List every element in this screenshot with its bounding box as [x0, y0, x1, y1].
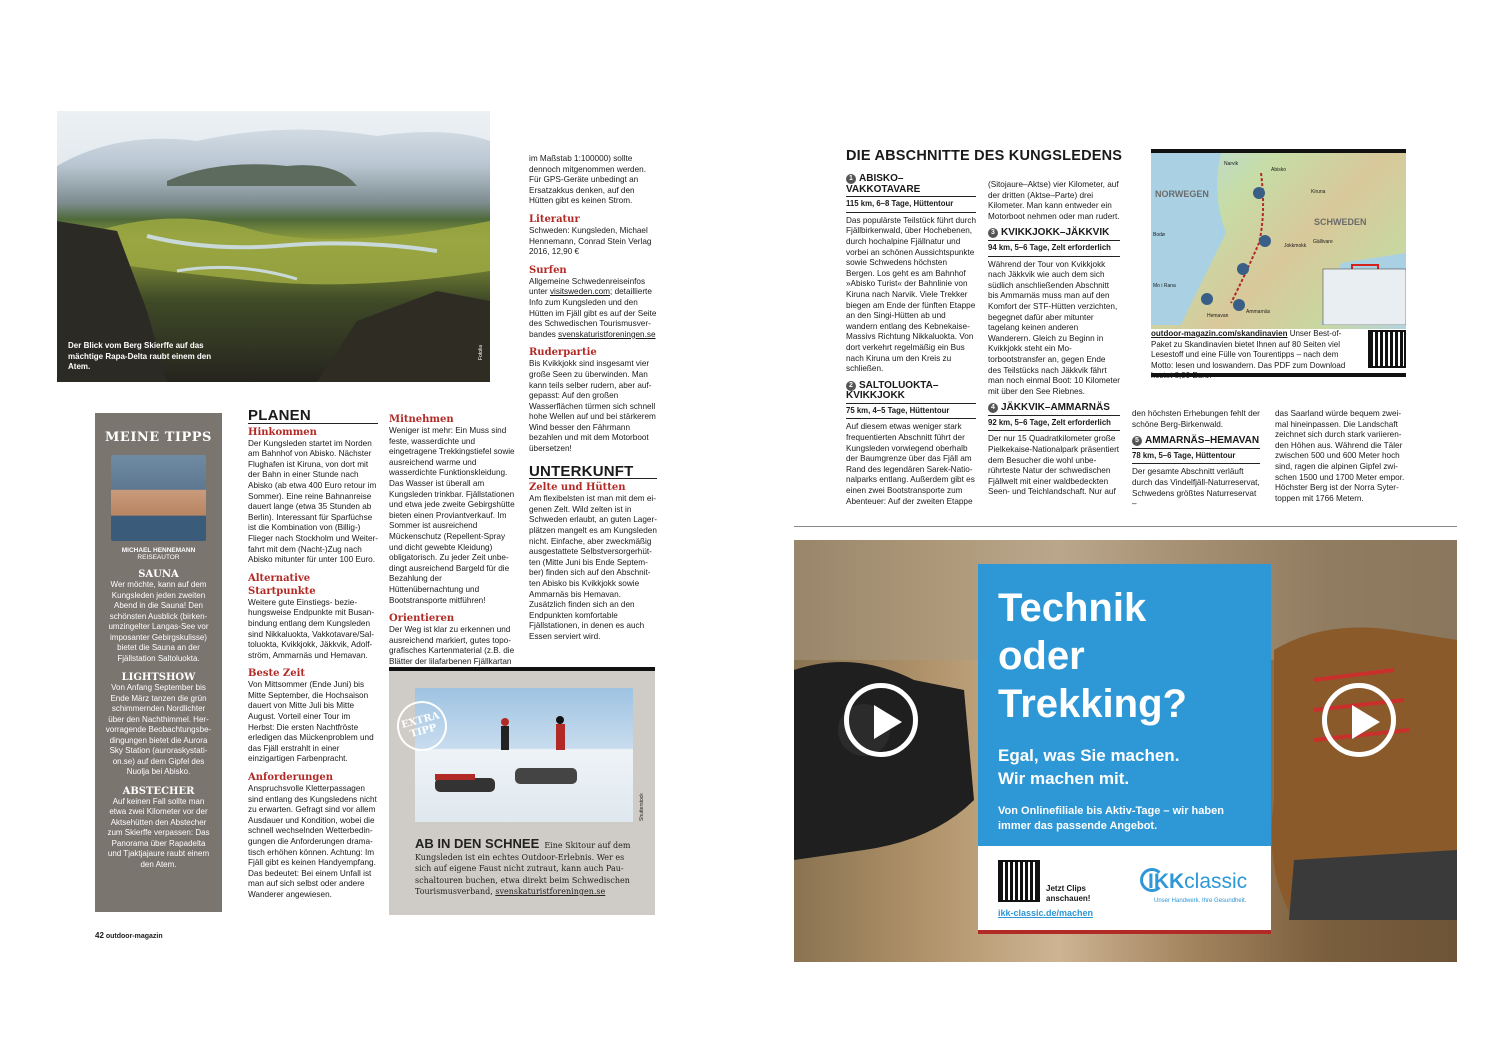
map-label-sweden: SCHWEDEN: [1314, 217, 1367, 227]
section-heading: Literatur: [529, 213, 580, 225]
section-text: Auf diesem etwas weniger stark frequentierten Abschnitt führt der Kungsleden vorwiegend oberhalb der Baumgrenze über das Fjäll am Rand des legendären Sarek-Nationalparks entlang. Außerdem gibt es einen zwei Bootstransporte zum Abenteuer: Auf der zweiten Etappe: [846, 422, 975, 506]
map-label: Abisko: [1271, 167, 1287, 173]
ad-subline: [998, 744, 1179, 790]
abschnitte-column-3: [1132, 409, 1260, 510]
info-column: [529, 154, 657, 643]
section-heading: Zelte und Hütten: [529, 482, 626, 494]
map-label: Mo i Rana: [1153, 283, 1176, 289]
planen-title: PLANEN: [248, 411, 378, 424]
surfen-text-a: Allgemeine Schwedenreiseinfos unter: [529, 276, 646, 297]
ad-headline: [998, 584, 1187, 728]
ad-headline-line: Trekking?: [998, 682, 1187, 726]
planen-column: [248, 407, 379, 901]
ad-subline-line: Egal, was Sie machen.: [998, 746, 1180, 765]
section-text: Bis Kvikkjokk sind insgesamt vier große Seen zu überwinden. Man kann teils selber rudern, aber aufgepasst: Auf den großen Wasserflächen türmen sich schnell hohe Wellen auf und bei stärkerem Wind besser den Fährmann bezahlen und mit dem Motorboot übersetzen!: [529, 359, 656, 454]
section-text: Das populärste Teilstück führt durch Fjällbirkenwald, über Hochebenen, durch hochalpine Fjällnatur und vorbei an schönen Aussichtspunkte sowie Schwedens höchsten Bergen. Los geht es am Bahnhof »Abisko Turist« der Bahnlinie von Kiruna nach Narvik. Viele Trekker biegen am Ende der fünften Etappe an den Singi-Hütten ab und wandern entlang des Kebnekaise-Massivs Richtung Nikkaluokta. Von dort verkehrt regelmäßig ein Bus nach Kiruna um den Kreis zu schließen.: [846, 215, 977, 374]
tip-heading: SAUNA: [138, 569, 179, 580]
extra-tipp-stamp: EXTRA TIPP: [391, 695, 452, 756]
ad-headline-line: Technik: [998, 586, 1147, 630]
section-text: Anspruchsvolle Kletterpassagen sind entlang des Kungsledens nicht zu erwarten. Gefragt sind vor allem Ausdauer und Kondition, wobei die schnell wechselnden Wetterbedingungen die Anforderungen dramatisch erhöhen können. Achtung: Im Fjäll gibt es keinen Handyempfang. Das bedeutet: Bei einem Unfall ist man auf sich selbst oder andere Wanderer angewiesen.: [248, 784, 377, 899]
extra-body: Eine Skitour auf dem Kungsleden ist ein echtes Outdoor-Erlebnis. Wer es sich auf eigene Faust nicht zutraut, kann auch Pauschaltouren buchen, etwa direkt beim Schwedischen Tourismusverband,: [415, 841, 631, 896]
section-text: Der gesamte Abschnitt verläuft durch das Vindelfjäll-Naturreservat, Schwedens größtes Naturreservat –: [1132, 467, 1260, 509]
ad-tagline: Unser Handwerk. Ihre Gesundheit.: [1154, 898, 1247, 904]
ikk-logo-text: [1148, 870, 1247, 894]
qr-code-icon[interactable]: [1368, 330, 1406, 368]
photo-credit: Shutterstock: [639, 793, 645, 821]
intro-text: den höchsten Erhebungen fehlt der schöne Berg-Birkenwald.: [1132, 409, 1260, 429]
abschnitte-column-1: [846, 172, 976, 507]
section-heading: Surfen: [529, 264, 567, 276]
magazine-name: outdoor-magazin: [105, 933, 163, 940]
tip-heading: ABSTECHER: [122, 785, 195, 797]
author-role: REISEAUTOR: [137, 554, 180, 561]
ad-headline-line: oder: [998, 634, 1085, 678]
abschnitte-column-2: [988, 180, 1120, 498]
map-label: Gällivare: [1313, 239, 1333, 245]
section-text: [529, 277, 657, 341]
section-title: [846, 381, 976, 404]
svenska-link[interactable]: svenskaturistforeningen.se: [558, 329, 656, 339]
qr-code-icon[interactable]: [998, 860, 1040, 902]
map-label: Hemavan: [1207, 313, 1229, 319]
section-title: [1132, 436, 1260, 449]
promo-body: Unser Best-of-Paket zu Skandinavien bietet Ihnen auf 80 Seiten viel Lesestoff und eine Fülle von Tourentipps – nach dem Motto: lesen und loswandern. Das PDF zum Download: [1151, 329, 1346, 370]
brand-b: classic: [1184, 870, 1248, 893]
section-heading: Ruderpartie: [529, 347, 597, 359]
tips-title: MEINE TIPPS: [105, 430, 212, 445]
map-label-norway: NORWEGEN: [1155, 189, 1209, 199]
section-heading: Mitnehmen: [389, 414, 454, 425]
section-heading: Hinkommen: [248, 426, 317, 438]
ad-message-box: [978, 564, 1271, 846]
divider: [794, 526, 1457, 527]
photo-credit: Fotolia: [478, 344, 484, 360]
section-name: SALTOLUOKTA–KVIKKJOKK: [846, 379, 939, 402]
section-text: Weniger ist mehr: Ein Muss sind feste, wasserdichte und eingetragene Trekkingstiefel sowie ausreichend warme und wasserdichte Funktionskleidung. Das Wasser ist überall am Kungsleden trinkbar. Fjällstationen und etwa jede zweite Gebirgshütte bieten einen Proviantverkauf. Im Sommer ist ausreichend Mückenschutz (Repellent-Spray und dicht gewebte Kleidung) obligatorisch. Zu jeder Zeit unbedingt ausreichend Bargeld für die Bezahlung der Hüttenübernachtung und Bootstransporte mitführen!: [389, 426, 515, 605]
section-text: Von Mittsommer (Ende Juni) bis Mitte September, die Hochsaison dauert von Mitte Juli bis Mitte August. Vorteil einer Tour im Herbst: Die ersten Nachtfröste erledigen das Mückenproblem und das Fjäll erstrahlt in einer einzigartigen Farbenpracht.: [248, 680, 374, 764]
section-text: Schweden: Kungsleden, Michael Hennemann, Conrad Stein Verlag 2016, 12,90 €: [529, 225, 652, 257]
map-label: Ammarnäs: [1246, 309, 1271, 315]
play-video-button[interactable]: [1322, 683, 1396, 757]
section-text: Der Kungsleden startet im Norden am Bahnhof von Abisko. Nächster Flughafen ist Kiruna, von dort mit der Bahn in einer Stunde nach Abisko (ab etwa 400 Euro retour im Sommer). Eine reine Bahnanreise dauert lange (etwa 35 Stunden ab Berlin). Interessant für Sparfüchse ist die Kombination von (Billig-) Flieger nach Stockholm und Weiterfahrt mit dem (Nacht-)Zug nach Abisko mitunter für unter 100 Euro.: [248, 438, 379, 565]
intro-text: (Sitojaure–Aktse) vier Kilometer, auf der dritten (Aktse–Parte) drei Kilometer. Man kann entweder ein Motorboot nehmen oder man rudert.: [988, 180, 1120, 221]
author-portrait: [111, 455, 206, 541]
number-badge: 5: [1132, 436, 1142, 446]
photo-caption: Der Blick vom Berg Skierffe auf das mächtige Rapa-Delta raubt einem den Atem.: [68, 341, 212, 371]
section-heading: Alternative Startpunkte: [248, 572, 316, 597]
section-sub: 115 km, 6–8 Tage, Hüttentour: [846, 197, 976, 213]
page-footer: [95, 931, 163, 940]
section-title: [846, 174, 976, 197]
section-heading: Beste Zeit: [248, 668, 305, 680]
section-heading: Orientieren: [389, 613, 455, 625]
author-name: MICHAEL HENNEMANN: [121, 547, 196, 554]
map-label: Bodø: [1153, 232, 1165, 238]
page-number: 42: [95, 931, 104, 940]
map-illustration: [1151, 153, 1406, 325]
ad-subline-line: Wir machen mit.: [998, 769, 1130, 788]
section-text: Der Weg ist klar zu erkennen und ausreichend markiert, gutes topografisches Kartenmaterial (z.B. die Blätter der lilafarbenen Fjällkartan: [389, 625, 515, 666]
tip-text: Von Anfang September bis Ende März tanzen die grün schimmernden Nordlichter über den Nachthimmel. Hervorragende Beobachtungsbedingungen bietet die Aurora Sky Station (auroraskystation.se) auf dem Gipfel des Nuolja bei Abisko.: [105, 683, 212, 776]
intro-text: im Maßstab 1:100000) sollte dennoch mitgenommen werden. Für GPS-Geräte unbedingt an Ersatzakkus denken, auf den Hütten gibt es keinen Strom.: [529, 154, 646, 206]
skiers-illustration: [415, 688, 633, 822]
section-name: JÄKKVIK–AMMARNÄS: [1001, 402, 1110, 414]
section-title: [988, 403, 1120, 416]
section-heading: Anforderungen: [248, 772, 334, 784]
abschnitte-column-4: [1275, 409, 1405, 504]
tip-heading: LIGHTSHOW: [121, 672, 196, 683]
qr-label-line: Jetzt Clips: [1046, 884, 1087, 893]
divider: [1151, 373, 1406, 377]
number-badge: 2: [846, 381, 856, 391]
section-text: Der nur 15 Quadratkilometer große Pielkekaise-Nationalpark präsentiert dem Besucher die wohl unberührteste Natur der schwedischen Fjällwelt mit einer waldbedeckten Seen- und Teichlandschaft. Nur auf: [988, 434, 1120, 497]
section-title: [988, 228, 1120, 241]
ad-body: Von Onlinefiliale bis Aktiv-Tage – wir haben immer das passende Angebot.: [998, 805, 1224, 832]
unterkunft-title: UNTERKUNFT: [529, 467, 657, 480]
route-map: [1151, 149, 1406, 329]
ad-footer-box: [978, 846, 1271, 934]
section-sub: 78 km, 5–6 Tage, Hüttentour: [1132, 449, 1260, 465]
section-text: Während der Tour von Kvikkjokk nach Jäkkvik wie auch dem sich südlich anschließenden Abschnitt bis Ammarnäs muss man auf den Komfort der STF-Hütten verzichten, begegnet dafür aber mitunter tagelang keinen anderen Wanderern. Gleich zu Beginn in Kvikkjokk steht ein Motorbootstransfer an, gegen Ende des Teilstücks nach Jäkkvik fährt man noch einmal Boot: 10 Kilometer mit über den See Riebnes.: [988, 259, 1120, 396]
extra-text: [415, 838, 635, 898]
ski-photo: [415, 688, 633, 822]
ad-link[interactable]: ikk-classic.de/machen: [998, 908, 1094, 918]
number-badge: 1: [846, 174, 856, 184]
map-label: Jokkmokk: [1284, 243, 1307, 249]
number-badge: 4: [988, 403, 998, 413]
extra-tipp-box: [389, 667, 655, 915]
right-page-title: DIE ABSCHNITTE DES KUNGSLEDENS: [846, 148, 1123, 164]
brand-a: IKK: [1148, 870, 1185, 893]
visitsweden-link[interactable]: visitsweden.com: [549, 287, 611, 297]
extra-title: AB IN DEN SCHNEE: [415, 836, 540, 851]
section-sub: 94 km, 5–6 Tage, Zelt erforderlich: [988, 241, 1120, 257]
meine-tipps-box: [95, 413, 222, 912]
tip-text: Wer möchte, kann auf dem Kungsleden jeden zweiten Abend in die Sauna! Den schönsten Ausblick (birkenumzingelter Langas-See vor imposanter Gebirgskulisse) bietet die Sauna an der Fjällstation Saltoluokta.: [108, 580, 209, 663]
section-text: Am flexibelsten ist man mit dem eigenen Zelt. Wild zelten ist in Schweden erlaubt, an guten Lagerplätzen mangelt es am Kungsleden nicht. Einfache, aber zweckmäßig ausgestattete Selbstversorgerhütten (Mitte Juni bis Ende September) finden sich auf den Abschnitten Abisko bis Kvikkjokk sowie Ammarnäs bis Hemavan. Zusätzlich finden sich an den Endpunkten komfortable Fjällstationen, in denen es auch Essen serviert wird.: [529, 494, 657, 641]
section-text: Weitere gute Einstiegs- beziehungsweise Endpunkte mit Busanbindung entlang dem Kungsleden sind Nikkaluokta, Vakkotavare/Saltoluokta, Kvikkjokk, Jäkkvik, Adolfström, Ammarnäs und Hemavan.: [248, 597, 375, 660]
promo-link[interactable]: outdoor-magazin.com/skandinavien: [1151, 329, 1288, 338]
mitnehmen-column: [389, 407, 517, 667]
section-name: AMMARNÄS–HEMAVAN: [1145, 435, 1260, 447]
extra-link[interactable]: svenskaturistforeningen.se: [495, 887, 606, 896]
map-label: Kiruna: [1311, 189, 1326, 195]
tip-text: Auf keinen Fall sollte man etwa zwei Kilometer vor der Aktsehütten den Abstecher zum Skierffe verpassen: Das Panorama über Rapadelta und Tjaktjajaure raubt einem den Atem.: [107, 796, 210, 869]
section-sub: 92 km, 5–6 Tage, Zelt erforderlich: [988, 416, 1120, 432]
section-name: ABISKO–VAKKOTAVARE: [846, 173, 921, 195]
qr-label: [1046, 884, 1090, 904]
surfen-text-b: ; detaillierte Info zum Kungsleden und den Hütten im Fjäll gibt es auf der Seite des Schwedischen Tourismusverbandes: [529, 287, 657, 339]
number-badge: 3: [988, 228, 998, 238]
section-sub: 75 km, 4–5 Tage, Hüttentour: [846, 404, 976, 420]
play-video-button[interactable]: [844, 683, 918, 757]
map-label: Narvik: [1224, 161, 1239, 167]
section-text: das Saarland würde bequem zweimal hineinpassen. Die Landschaft zeichnet sich durch stark variierenden Höhen aus. Während die Täler zwischen 500 und 600 Meter hoch sind, ragen die alpinen Gipfel zwischen 1500 und 1700 Meter empor. Höchster Berg ist der Norra Sytertoppen mit 1766 Metern.: [1275, 409, 1405, 503]
qr-label-line: anschauen!: [1046, 894, 1091, 903]
section-name: KVIKKJOKK–JÄKKVIK: [1001, 227, 1110, 239]
